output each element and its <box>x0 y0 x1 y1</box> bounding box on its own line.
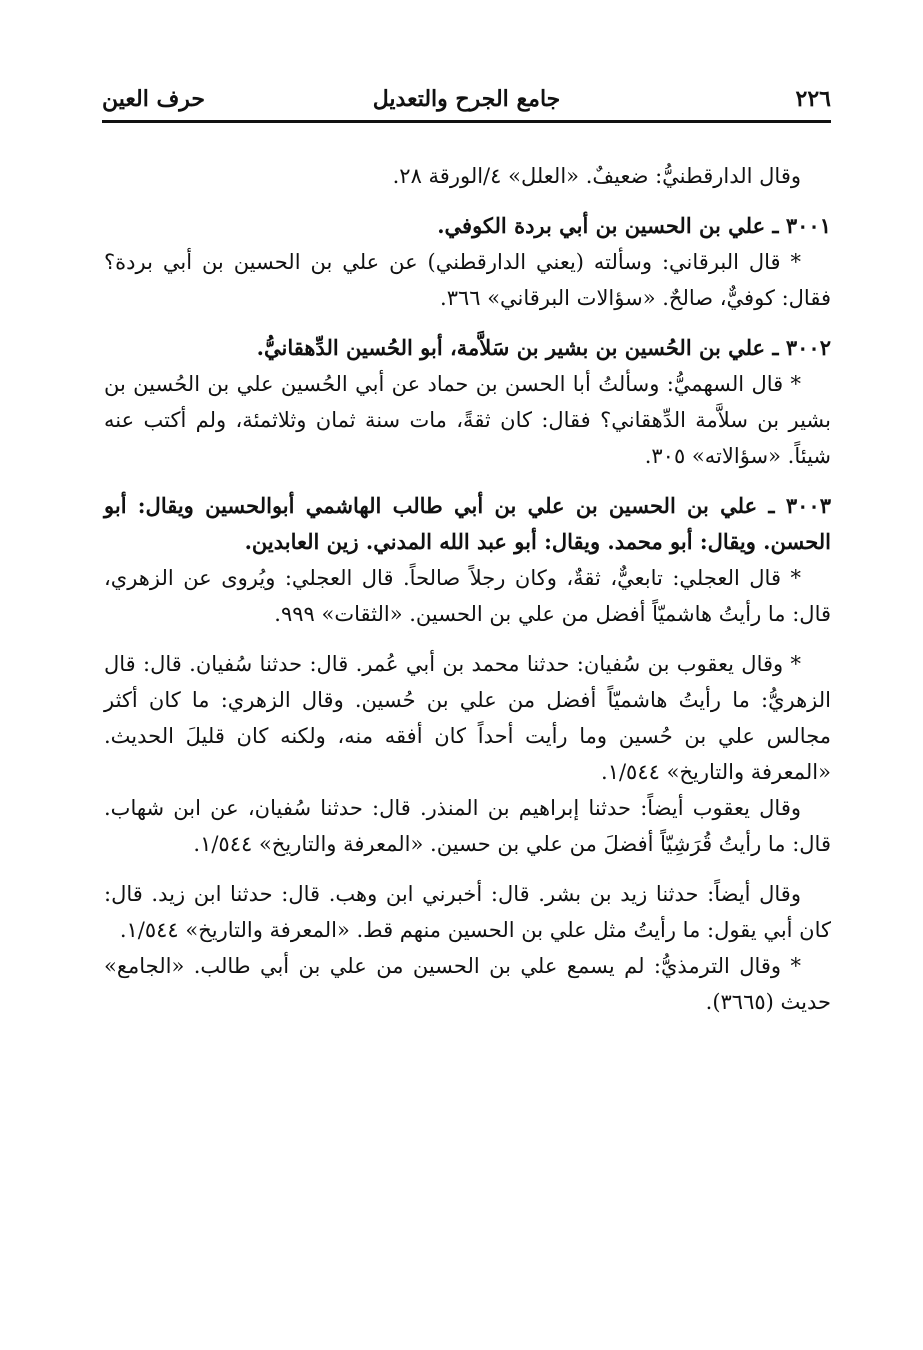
page-header <box>102 80 831 118</box>
paragraph-yaqub-1: * وقال يعقوب بن سُفيان: حدثنا محمد بن أبي عُمر. قال: حدثنا سُفيان. قال: قال الزهريُّ: ما رأيتُ هاشميّاً أفضل من علي بن حُسين. وقال الزهري: ما كان أكثر مجالس علي بن حُسين وما رأيت أحداً كان أفقه منه، ولكنه كان قليلَ الحديث. «المعرفة والتاريخ» ١/٥٤٤. <box>104 652 831 784</box>
page-number: ٢٢٦ <box>795 86 831 112</box>
paragraph-tirmidhi: * وقال الترمذيُّ: لم يسمع علي بن الحسين من علي بن أبي طالب. «الجامع» حديث (٣٦٦٥). <box>104 954 831 1014</box>
paragraph-daraqutni: وقال الدارقطنيُّ: ضعيفٌ. «العلل» ٤/الورقة ٢٨. <box>392 164 801 188</box>
paragraph-yaqub-2: وقال يعقوب أيضاً: حدثنا إبراهيم بن المنذر. قال: حدثنا سُفيان، عن ابن شهاب. قال: ما رأيتُ قُرَشِيّاً أفضلَ من علي بن حسين. «المعرفة والتاريخ» ١/٥٤٤. <box>104 796 831 856</box>
entry-heading-3003: ٣٠٠٣ ـ علي بن الحسين بن علي بن أبي طالب الهاشمي أبوالحسين ويقال: أبو الحسن. ويقال: أبو محمد. ويقال: أبو عبد الله المدني. زين العابدين. <box>104 493 831 554</box>
paragraph-ijli: * قال العجلي: تابعيٌّ، ثقةٌ، وكان رجلاً صالحاً. قال العجلي: ويُروى عن الزهري، قال: ما رأيتُ هاشميّاً أفضل من علي بن الحسين. «الثقات» ٩٩٩. <box>104 566 831 626</box>
book-title: جامع الجرح والتعديل <box>372 86 561 112</box>
header-rule <box>102 120 831 123</box>
section-title: حرف العين <box>102 86 206 112</box>
page-content <box>104 158 831 1020</box>
paragraph-yaqub-3: وقال أيضاً: حدثنا زيد بن بشر. قال: أخبرني ابن وهب. قال: حدثنا ابن زيد. قال: كان أبي يقول: ما رأيتُ مثل علي بن الحسين منهم قط. «المعرفة والتاريخ» ١/٥٤٤. <box>104 882 831 942</box>
paragraph-barqani: * قال البرقاني: وسألته (يعني الدارقطني) عن علي بن الحسين بن أبي بردة؟ فقال: كوفيٌّ، صالحٌ. «سؤالات البرقاني» ٣٦٦. <box>104 250 831 310</box>
entry-heading-3002: ٣٠٠٢ ـ علي بن الحُسين بن بشير بن سَلاَّمة، أبو الحُسين الدِّهقانيُّ. <box>256 335 831 360</box>
paragraph-sahmi: * قال السهميُّ: وسألتُ أبا الحسن بن حماد عن أبي الحُسين علي بن الحُسين بن بشير بن سلاَّمة الدِّهقاني؟ فقال: كان ثقةً، مات سنة ثمان وثلاثمئة، ولم أكتب عنه شيئاً. «سؤالاته» ٣٠٥. <box>104 372 831 468</box>
entry-heading-3001: ٣٠٠١ ـ علي بن الحسين بن أبي بردة الكوفي. <box>437 213 831 238</box>
